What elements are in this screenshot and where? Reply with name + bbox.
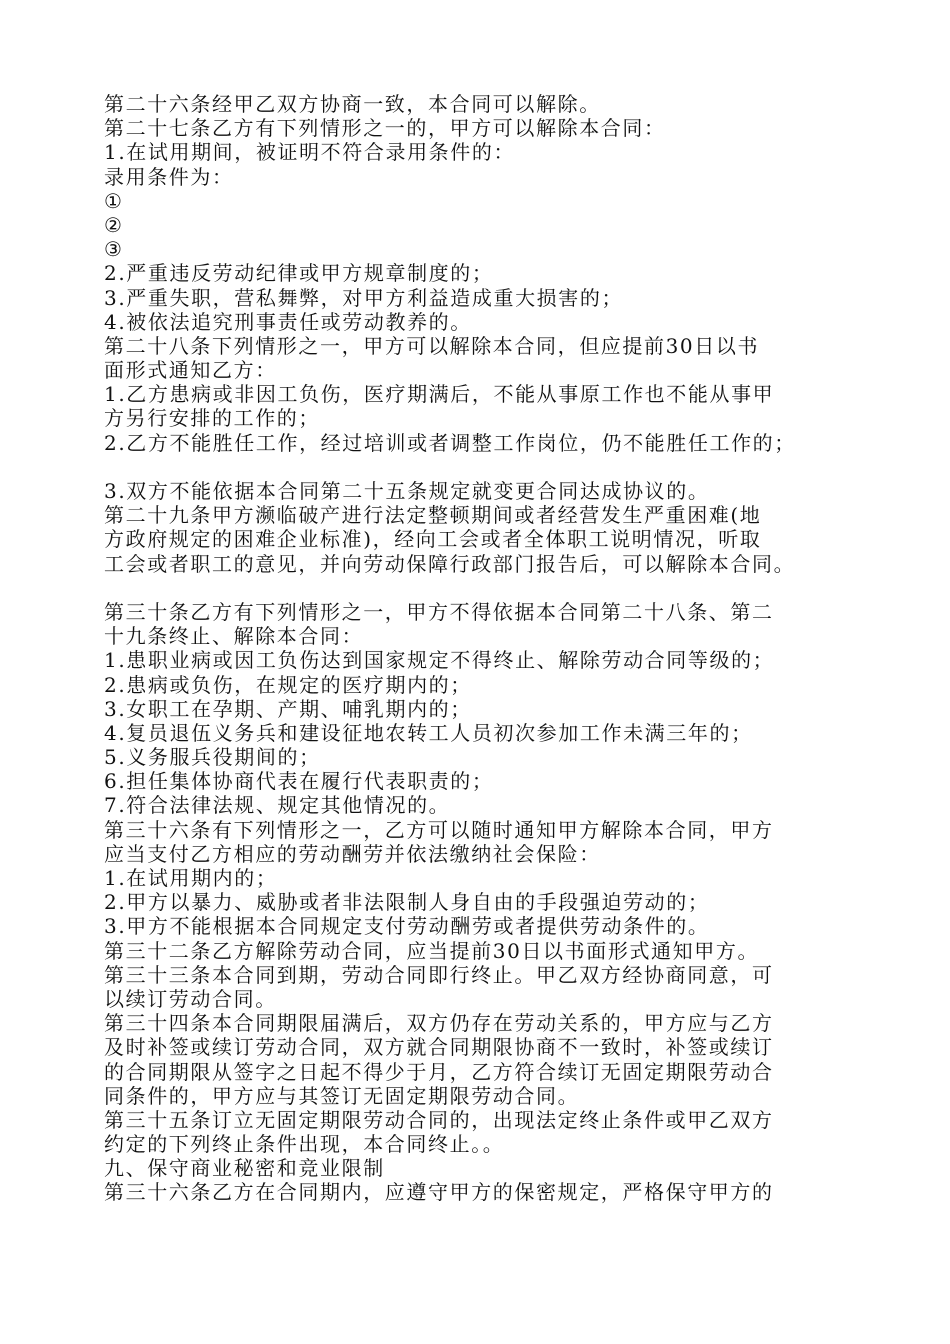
text-line: 1.乙方患病或非因工负伤，医疗期满后，不能从事原工作也不能从事甲 xyxy=(104,382,775,407)
text-line: 及时补签或续订劳动合同，双方就合同期限协商不一致时，补签或续订 xyxy=(104,1035,774,1060)
text-line: 方另行安排的工作的； xyxy=(104,406,320,431)
text-line: 面形式通知乙方： xyxy=(104,358,277,383)
text-line: 4.被依法追究刑事责任或劳动教养的。 xyxy=(104,309,472,334)
text-line: ② xyxy=(104,212,124,237)
text-line: 第三十四条本合同期限届满后，双方仍存在劳动关系的，甲方应与乙方 xyxy=(104,1011,774,1036)
text-line: 1.在试用期间，被证明不符合录用条件的： xyxy=(104,140,516,165)
text-line: 第三十六条乙方在合同期内，应遵守甲方的保密规定，严格保守甲方的 xyxy=(104,1180,774,1205)
text-line: 2.严重违反劳动纪律或甲方规章制度的； xyxy=(104,261,494,286)
text-line: 7.符合法律法规、规定其他情况的。 xyxy=(104,793,451,818)
text-line: 2.甲方以暴力、威胁或者非法限制人身自由的手段强迫劳动的； xyxy=(104,890,710,915)
text-line: 2.乙方不能胜任工作，经过培训或者调整工作岗位，仍不能胜任工作的； xyxy=(104,430,796,455)
text-line: 十九条终止、解除本合同： xyxy=(104,624,364,649)
text-line: 3.甲方不能根据本合同规定支付劳动酬劳或者提供劳动条件的。 xyxy=(104,914,710,939)
text-line: 第三十三条本合同到期，劳动合同即行终止。甲乙双方经协商同意，可 xyxy=(104,962,774,987)
text-line: 的合同期限从签字之日起不得少于月，乙方符合续订无固定期限劳动合 xyxy=(104,1059,774,1084)
document-body xyxy=(104,92,864,1205)
text-line: 4.复员退伍义务兵和建设征地农转工人员初次参加工作未满三年的； xyxy=(104,720,753,745)
text-line: 3.双方不能依据本合同第二十五条规定就变更合同达成协议的。 xyxy=(104,479,710,503)
text-line: 6.担任集体协商代表在履行代表职责的； xyxy=(104,769,494,794)
text-line: 5.义务服兵役期间的； xyxy=(104,745,321,770)
text-line: 第三十五条订立无固定期限劳动合同的，出现法定终止条件或甲乙双方 xyxy=(104,1107,774,1132)
blank-line xyxy=(104,455,864,479)
text-line: 工会或者职工的意见，并向劳动保障行政部门报告后，可以解除本合同。 xyxy=(104,551,796,576)
text-line: 方政府规定的困难企业标准)，经向工会或者全体职工说明情况，听取 xyxy=(104,527,762,552)
text-line: 1.患职业病或因工负伤达到国家规定不得终止、解除劳动合同等级的； xyxy=(104,648,775,673)
text-line: 同条件的，甲方应与其签订无固定期限劳动合同。 xyxy=(104,1083,580,1108)
text-line: 约定的下列终止条件出现，本合同终止。。 xyxy=(104,1132,505,1157)
text-line: 第二十六条经甲乙双方协商一致，本合同可以解除。 xyxy=(104,92,601,116)
text-line: 第二十九条甲方濒临破产进行法定整顿期间或者经营发生严重困难(地 xyxy=(104,503,762,528)
text-line: ① xyxy=(104,188,124,213)
text-line: 以续订劳动合同。 xyxy=(104,986,277,1011)
text-line: 应当支付乙方相应的劳动酬劳并依法缴纳社会保险： xyxy=(104,841,601,866)
text-line: 第三十条乙方有下列情形之一，甲方不得依据本合同第二十八条、第二 xyxy=(104,599,774,624)
text-line: ③ xyxy=(104,237,124,262)
text-line: 1.在试用期内的； xyxy=(104,866,278,890)
text-line: 第二十七条乙方有下列情形之一的，甲方可以解除本合同： xyxy=(104,116,666,141)
text-line: 九、保守商业秘密和竞业限制 xyxy=(104,1156,385,1181)
text-line: 3.严重失职，营私舞弊，对甲方利益造成重大损害的； xyxy=(104,285,624,310)
text-line: 3.女职工在孕期、产期、哺乳期内的； xyxy=(104,696,472,721)
text-line: 第三十二条乙方解除劳动合同，应当提前30日以书面形式通知甲方。 xyxy=(104,938,760,963)
text-line: 第三十六条有下列情形之一，乙方可以随时通知甲方解除本合同，甲方 xyxy=(104,817,774,842)
text-line: 第二十八条下列情形之一，甲方可以解除本合同，但应提前30日以书 xyxy=(104,333,760,358)
blank-line xyxy=(104,576,864,600)
text-line: 录用条件为： xyxy=(104,164,234,189)
text-line: 2.患病或负伤，在规定的医疗期内的； xyxy=(104,672,472,697)
